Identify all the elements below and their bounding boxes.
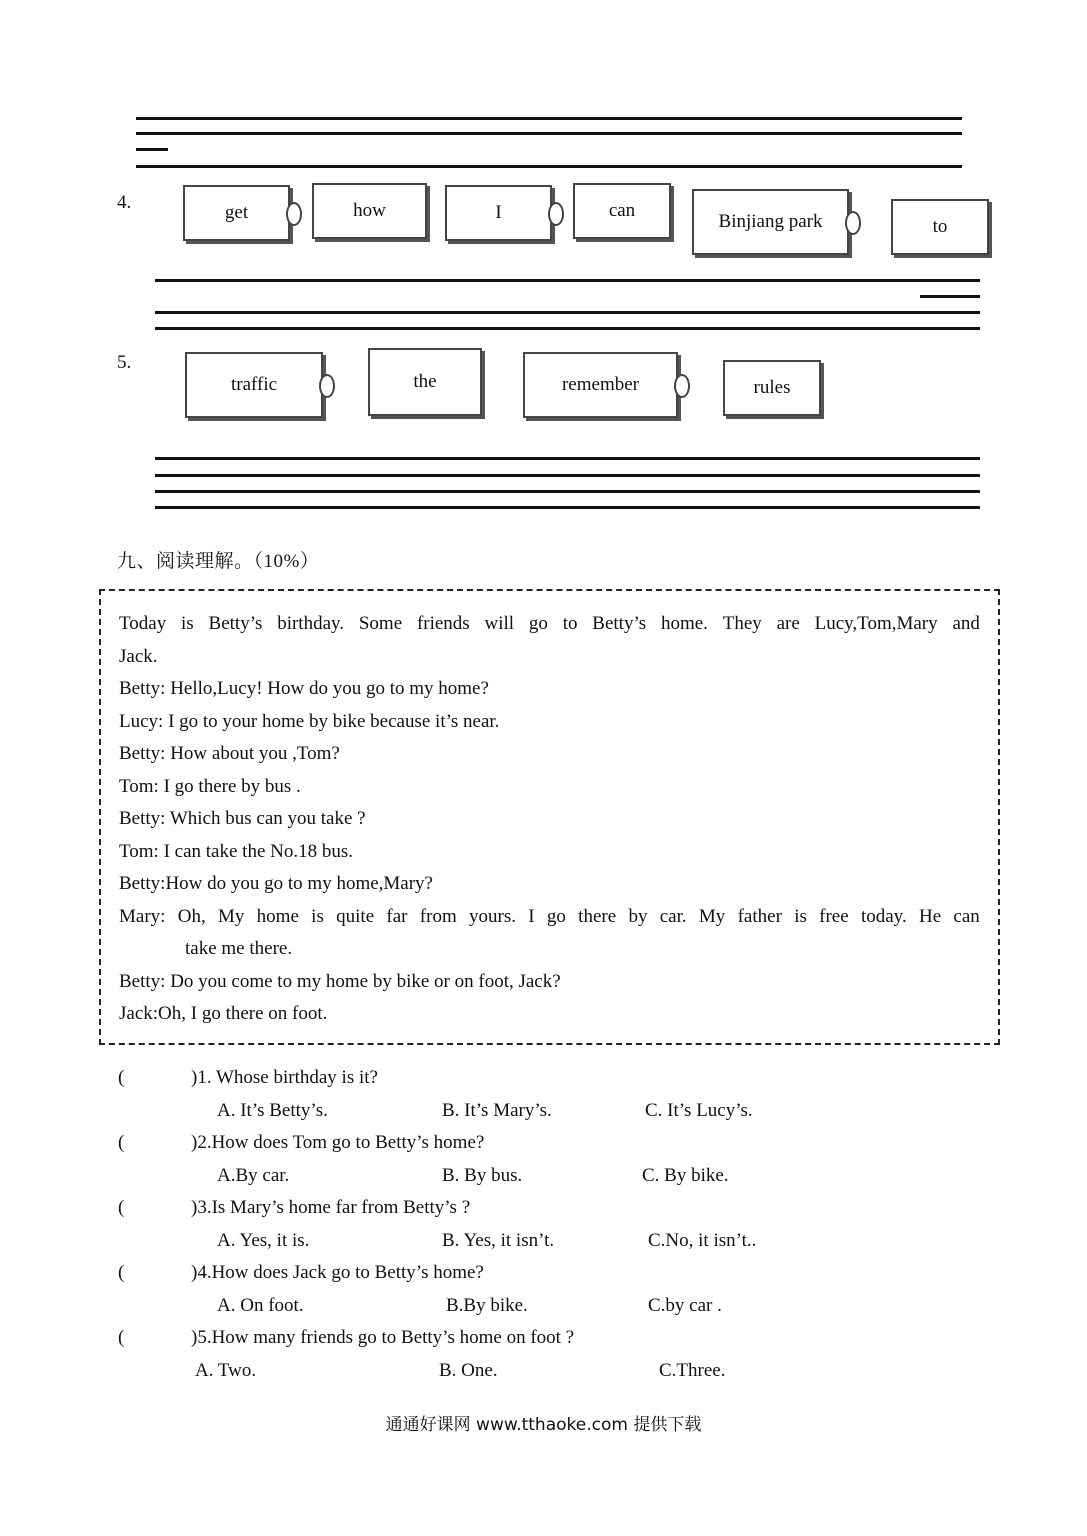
- option-a[interactable]: A. It’s Betty’s.: [217, 1100, 328, 1121]
- passage-line: Betty: How about you ,Tom?: [119, 743, 340, 764]
- option-a[interactable]: A. On foot.: [217, 1295, 304, 1316]
- puzzle-knob-icon: [286, 202, 302, 226]
- option-b[interactable]: B. By bus.: [442, 1165, 523, 1186]
- passage-word: can: [953, 905, 980, 927]
- passage-word: Betty’s: [592, 613, 647, 634]
- word-piece-i[interactable]: [445, 185, 552, 241]
- passage-line: Betty: Do you come to my home by bike or on foot, Jack?: [119, 970, 561, 992]
- passage-word: father: [737, 905, 782, 927]
- option-b[interactable]: B.By bike.: [446, 1295, 528, 1316]
- passage-line: Jack:Oh, I go there on foot.: [119, 1003, 328, 1024]
- answer-paren[interactable]: (: [118, 1262, 125, 1283]
- answer-line: [136, 117, 962, 120]
- passage-line: Tom: I go there by bus .: [119, 775, 301, 797]
- question-stem: )4.How does Jack go to Betty’s home?: [191, 1262, 484, 1283]
- word-piece-label: to: [932, 216, 948, 237]
- answer-line: [155, 279, 980, 282]
- passage-line: Betty: Which bus can you take ?: [119, 808, 366, 829]
- word-piece-label: remember: [561, 374, 639, 395]
- option-b[interactable]: B. One.: [439, 1360, 498, 1381]
- passage-line: take me there.: [185, 938, 293, 959]
- passage-line: [119, 901, 980, 934]
- option-a[interactable]: A.By car.: [217, 1165, 290, 1186]
- passage-word: go: [528, 613, 548, 634]
- option-c[interactable]: C. By bike.: [642, 1165, 729, 1186]
- option-a[interactable]: A. Yes, it is.: [217, 1230, 310, 1251]
- answer-line: [136, 132, 962, 135]
- word-piece-remember[interactable]: [523, 352, 678, 418]
- passage-word: far: [386, 905, 408, 927]
- word-piece-the[interactable]: [368, 348, 482, 416]
- question-stem: )1. Whose birthday is it?: [191, 1067, 378, 1088]
- passage-word: is: [794, 905, 807, 927]
- passage-word: Some: [358, 613, 403, 634]
- word-piece-binjiang-park[interactable]: [692, 189, 849, 255]
- answer-line: [155, 474, 980, 477]
- passage-word: from: [419, 905, 457, 927]
- passage-word: today.: [860, 905, 907, 927]
- passage-word: is: [311, 905, 324, 927]
- option-c[interactable]: C. It’s Lucy’s.: [645, 1100, 753, 1121]
- puzzle-knob-icon: [548, 202, 564, 226]
- passage-word: My: [217, 905, 245, 927]
- passage-word: Lucy,Tom,Mary: [814, 613, 938, 634]
- question-4-number: 4.: [117, 192, 132, 213]
- word-piece-can[interactable]: [573, 183, 671, 239]
- passage-word: will: [484, 613, 515, 634]
- passage-word: Mary:: [119, 905, 166, 927]
- answer-line: [155, 311, 980, 314]
- answer-line: [155, 457, 980, 460]
- passage-word: to: [562, 613, 578, 634]
- answer-line: [136, 148, 168, 151]
- passage-word: go: [546, 905, 566, 927]
- passage-word: Today: [119, 613, 167, 634]
- word-piece-label: traffic: [230, 374, 278, 395]
- word-piece-how[interactable]: [312, 183, 427, 239]
- question-stem: )5.How many friends go to Betty’s home on foot ?: [191, 1327, 575, 1348]
- option-c[interactable]: C.Three.: [659, 1360, 726, 1381]
- passage-line: Tom: I can take the No.18 bus.: [119, 840, 354, 862]
- word-piece-to[interactable]: [891, 199, 989, 255]
- question-5-number: 5.: [117, 352, 132, 373]
- answer-line: [155, 506, 980, 509]
- passage-word: by: [628, 905, 648, 927]
- answer-line: [920, 295, 980, 298]
- question-stem: )3.Is Mary’s home far from Betty’s ?: [191, 1197, 471, 1218]
- passage-line: Lucy: I go to your home by bike because it’s near.: [119, 710, 500, 732]
- passage-word: birthday.: [277, 613, 345, 634]
- word-piece-traffic[interactable]: [185, 352, 323, 418]
- passage-line: [119, 608, 980, 641]
- option-c[interactable]: C.No, it isn’t..: [648, 1230, 757, 1251]
- section-title: 九、阅读理解。（10%）: [117, 551, 320, 572]
- question-stem: )2.How does Tom go to Betty’s home?: [191, 1132, 485, 1153]
- word-piece-label: how: [353, 200, 386, 221]
- word-piece-label: can: [608, 200, 636, 221]
- passage-word: I: [528, 905, 535, 927]
- answer-line: [155, 327, 980, 330]
- option-c[interactable]: C.by car .: [648, 1295, 722, 1316]
- passage-word: and: [952, 613, 980, 634]
- passage-word: They: [722, 613, 762, 634]
- passage-line: Betty: Hello,Lucy! How do you go to my home?: [119, 678, 489, 699]
- passage-word: Oh,: [177, 905, 206, 927]
- passage-word: My: [698, 905, 726, 927]
- answer-paren[interactable]: (: [118, 1327, 125, 1348]
- puzzle-knob-icon: [845, 211, 861, 235]
- option-b[interactable]: B. Yes, it isn’t.: [442, 1230, 555, 1251]
- puzzle-knob-icon: [319, 374, 335, 398]
- passage-word: there: [578, 905, 617, 927]
- option-a[interactable]: A. Two.: [195, 1360, 257, 1381]
- answer-paren[interactable]: (: [118, 1197, 125, 1218]
- answer-paren[interactable]: (: [118, 1067, 125, 1088]
- passage-word: friends: [416, 613, 470, 634]
- passage-word: home: [256, 905, 299, 927]
- answer-line: [155, 490, 980, 493]
- word-piece-rules[interactable]: [723, 360, 821, 416]
- passage-word: free: [819, 905, 849, 927]
- word-piece-label: Binjiang park: [718, 211, 823, 232]
- passage-word: yours.: [469, 905, 516, 927]
- passage-word: home.: [660, 613, 708, 634]
- passage-word: quite: [336, 905, 375, 927]
- word-piece-get[interactable]: [183, 185, 290, 241]
- passage-word: car.: [659, 905, 687, 927]
- option-b[interactable]: B. It’s Mary’s.: [442, 1100, 552, 1121]
- reading-passage: [99, 589, 1000, 1045]
- passage-line: Betty:How do you go to my home,Mary?: [119, 873, 433, 894]
- word-piece-label: the: [413, 371, 437, 392]
- answer-line: [136, 165, 962, 168]
- passage-word: Betty’s: [208, 613, 263, 634]
- passage-line: Jack.: [119, 645, 158, 667]
- word-piece-label: I: [495, 202, 502, 223]
- passage-word: are: [776, 613, 800, 634]
- puzzle-knob-icon: [674, 374, 690, 398]
- passage-word: is: [181, 613, 194, 634]
- answer-paren[interactable]: (: [118, 1132, 125, 1153]
- word-piece-label: get: [224, 202, 249, 223]
- word-piece-label: rules: [753, 377, 791, 398]
- passage-word: He: [918, 905, 942, 927]
- page-footer: 通通好课网 www.tthaoke.com 提供下载: [385, 1415, 702, 1435]
